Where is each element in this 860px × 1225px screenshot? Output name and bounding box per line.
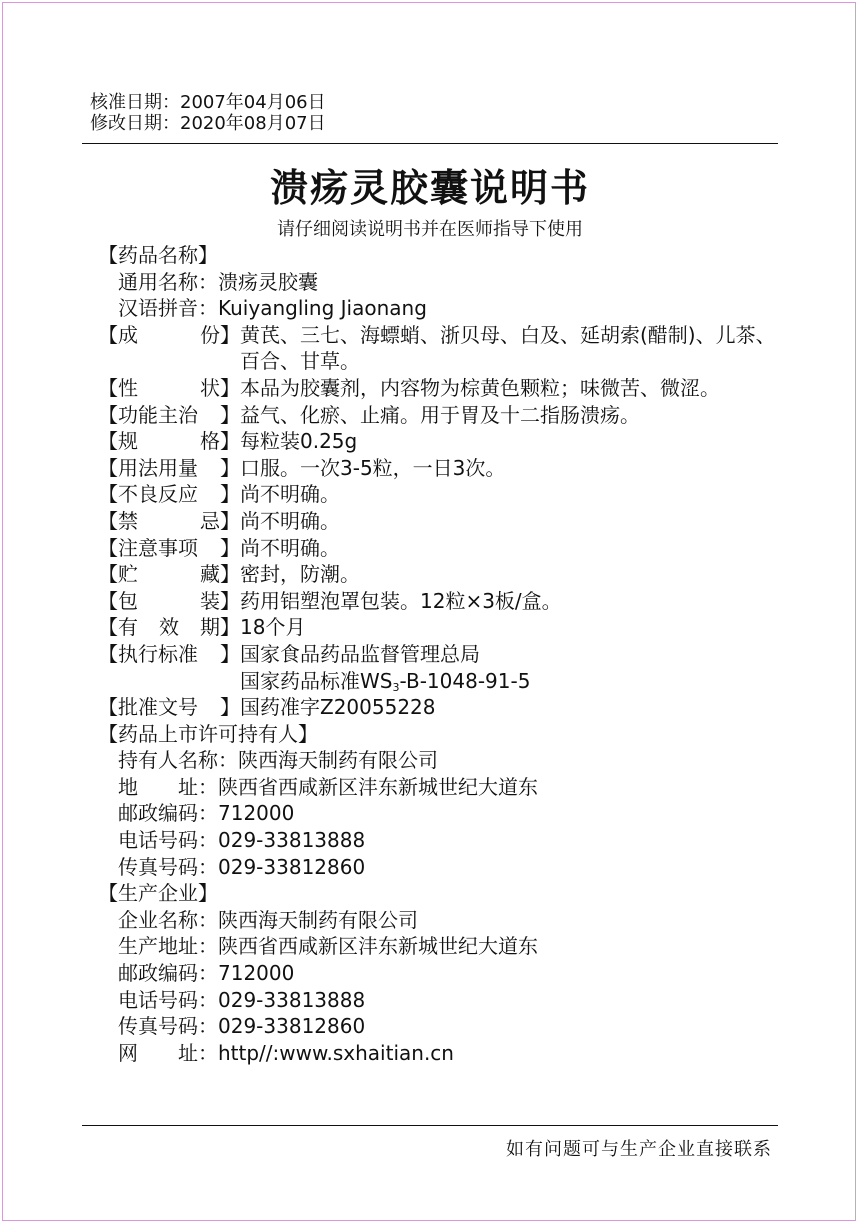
validity-value: 18个月 xyxy=(240,615,306,640)
holder-heading: 【 药品上市许可持有人 】 xyxy=(98,721,318,746)
holder-zip-row: 邮政编码： 712000 xyxy=(118,801,295,826)
manufacturer-fax-row: 传真号码： 029-33812860 xyxy=(118,1014,366,1039)
holder-phone-value: 029-33813888 xyxy=(218,828,366,853)
dosage-value: 口服。一次3-5粒，一日3次。 xyxy=(240,455,506,480)
contraindications-label: 【 禁 忌 】 xyxy=(98,508,240,533)
footer-note: 如有问题可与生产企业直接联系 xyxy=(506,1139,772,1160)
holder-fax-row: 传真号码： 029-33812860 xyxy=(118,854,366,879)
manufacturer-phone-row: 电话号码： 029-33813888 xyxy=(118,987,366,1012)
standard-row-2 xyxy=(98,668,778,695)
manufacturer-heading: 【 生产企业 】 xyxy=(98,881,218,906)
indications-row xyxy=(98,402,778,429)
precautions-value: 尚不明确。 xyxy=(240,535,340,560)
manufacturer-website-row: 网 址： http//:www.sxhaitian.cn xyxy=(118,1040,454,1065)
leaflet-body xyxy=(98,242,778,1066)
date-block xyxy=(90,92,326,134)
specification-label: 【 规 格 】 xyxy=(98,429,240,454)
ingredients-row xyxy=(98,322,778,375)
manufacturer-phone-value: 029-33813888 xyxy=(218,987,366,1012)
indications-label: 【 功能主治 】 xyxy=(98,402,240,427)
indications-value: 益气、化瘀、止痛。用于胃及十二指肠溃疡。 xyxy=(240,402,640,427)
properties-value: 本品为胶囊剂，内容物为棕黄色颗粒；味微苦、微涩。 xyxy=(240,375,720,400)
pinyin-value: Kuiyangling Jiaonang xyxy=(218,296,427,321)
storage-value: 密封，防潮。 xyxy=(240,562,360,587)
generic-name-row xyxy=(98,269,778,296)
manufacturer-zip-value: 712000 xyxy=(218,961,295,986)
standard-row xyxy=(98,641,778,668)
validity-label: 【 有 效 期 】 xyxy=(98,615,240,640)
contraindications-value: 尚不明确。 xyxy=(240,508,340,533)
approval-number-label: 【 批准文号 】 xyxy=(98,695,240,720)
precautions-row xyxy=(98,535,778,562)
bottom-divider xyxy=(82,1125,778,1126)
manufacturer-name-value: 陕西海天制药有限公司 xyxy=(218,907,418,932)
approval-number-value: 国药准字Z20055228 xyxy=(240,695,436,720)
properties-row xyxy=(98,375,778,402)
package-value: 药用铝塑泡罩包装。12粒×3板/盒。 xyxy=(240,588,562,613)
ingredients-label: 【 成 份 】 xyxy=(98,322,240,347)
holder-fax-value: 029-33812860 xyxy=(218,854,366,879)
manufacturer-address-row: 生产地址： 陕西省西咸新区沣东新城世纪大道东 xyxy=(118,934,538,959)
approval-date: 核准日期：2007年04月06日 xyxy=(90,92,326,113)
pinyin-label: 汉语拼音： xyxy=(118,296,218,321)
approval-number-row xyxy=(98,694,778,721)
holder-name-value: 陕西海天制药有限公司 xyxy=(238,748,438,773)
standard-value-line2: 国家药品标准$WS_3-B-1048-91-5$ xyxy=(240,668,531,694)
holder-zip-value: 712000 xyxy=(218,801,295,826)
holder-name-row: 持有人名称： 陕西海天制药有限公司 xyxy=(118,748,438,773)
document-subtitle: 请仔细阅读说明书并在医师指导下使用 xyxy=(277,219,583,240)
manufacturer-website-value: http//:www.sxhaitian.cn xyxy=(218,1040,454,1065)
adverse-label: 【 不良反应 】 xyxy=(98,482,240,507)
adverse-row xyxy=(98,481,778,508)
specification-value: 每粒装0.25g xyxy=(240,429,358,454)
manufacturer-zip-row: 邮政编码： 712000 xyxy=(118,961,295,986)
standard-label: 【 执行标准 】 xyxy=(98,641,240,666)
manufacturer-name-row: 企业名称： 陕西海天制药有限公司 xyxy=(118,907,418,932)
document-title: 溃疡灵胶囊说明书 xyxy=(269,166,590,210)
pinyin-row xyxy=(98,295,778,322)
adverse-value: 尚不明确。 xyxy=(240,482,340,507)
storage-row xyxy=(98,561,778,588)
top-divider xyxy=(82,143,778,144)
storage-label: 【 贮 藏 】 xyxy=(98,562,240,587)
drug-name-heading: 【 药品名称 】 xyxy=(98,243,218,267)
manufacturer-address-value: 陕西省西咸新区沣东新城世纪大道东 xyxy=(218,934,538,959)
properties-label: 【 性 状 】 xyxy=(98,375,240,400)
dosage-label: 【 用法用量 】 xyxy=(98,455,240,480)
specification-row xyxy=(98,428,778,455)
holder-address-row: 地 址： 陕西省西咸新区沣东新城世纪大道东 xyxy=(118,774,538,799)
generic-name-label: 通用名称： xyxy=(118,269,218,294)
generic-name-value: 溃疡灵胶囊 xyxy=(218,269,318,294)
manufacturer-fax-value: 029-33812860 xyxy=(218,1014,366,1039)
ingredients-value: 黄芪、三七、海螵蛸、浙贝母、白及、延胡索(醋制)、儿茶、百合、甘草。 xyxy=(240,322,776,374)
package-label: 【 包 装 】 xyxy=(98,588,240,613)
holder-phone-row: 电话号码： 029-33813888 xyxy=(118,828,366,853)
contraindications-row xyxy=(98,508,778,535)
dosage-row xyxy=(98,455,778,482)
revision-date: 修改日期：2020年08月07日 xyxy=(90,113,326,134)
standard-value-line1: 国家食品药品监督管理总局 xyxy=(240,641,480,666)
precautions-label: 【 注意事项 】 xyxy=(98,535,240,560)
package-row xyxy=(98,588,778,615)
holder-address-value: 陕西省西咸新区沣东新城世纪大道东 xyxy=(218,774,538,799)
validity-row xyxy=(98,614,778,641)
